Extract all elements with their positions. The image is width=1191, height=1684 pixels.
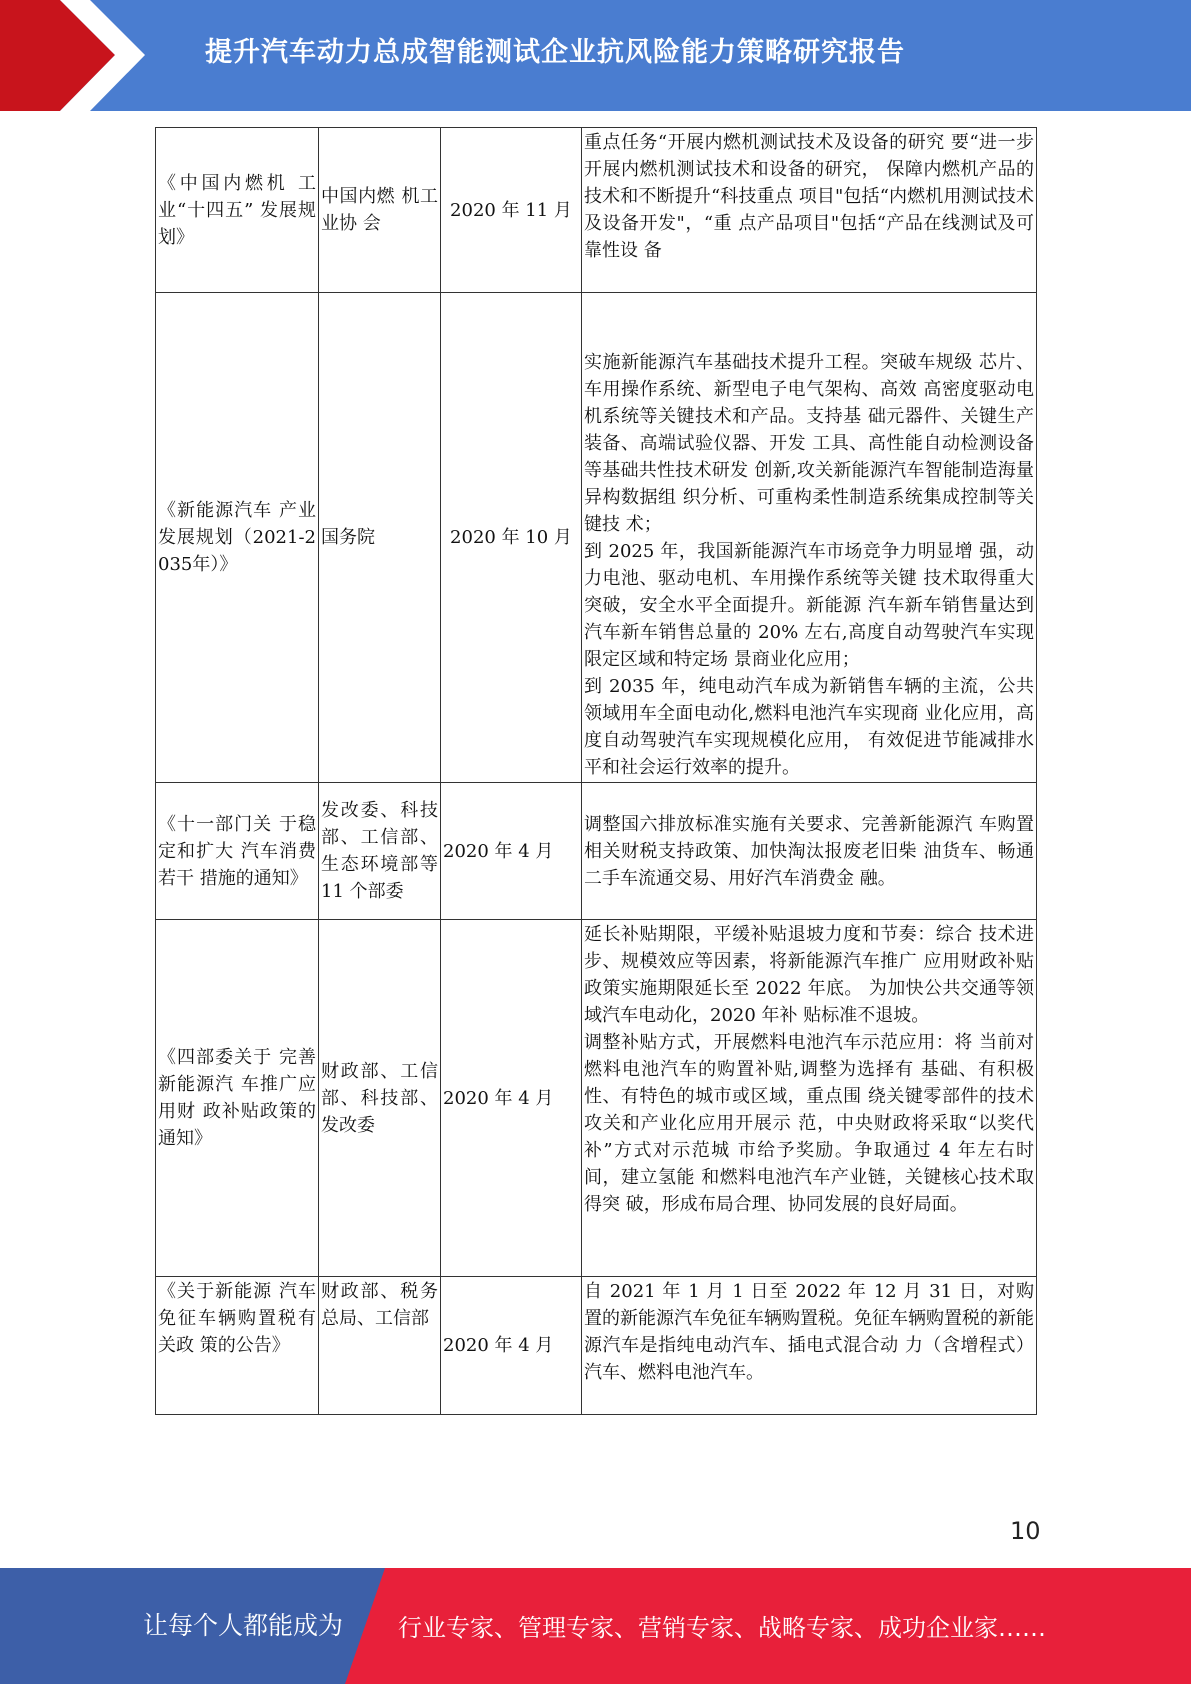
policy-name-cell: 《四部委关于 完善新能源汽 车推广应用财 政补贴政策的 通知》 (156, 920, 319, 1277)
content-paragraph: 到 2035 年，纯电动汽车成为新销售车辆的主流，公共领域用车全面电动化,燃料电池汽车实现商 业化应用，高度自动驾驶汽车实现规模化应用， 有效促进节能减排水平和社会运行效率的提升。 (584, 676, 1034, 778)
page-number: 10 (1010, 1517, 1041, 1545)
policy-name-cell: 《中国内燃机 工业“十四五” 发展规划》 (156, 128, 319, 293)
page-header (0, 0, 1191, 111)
policy-content-cell (582, 920, 1037, 1277)
issuing-dept-cell: 中国内燃 机工业协 会 (319, 128, 441, 293)
issue-date-cell: 2020 年 4 月 (441, 920, 582, 1277)
issue-date-cell: 2020 年 10 月 (441, 293, 582, 783)
policy-content-cell (582, 783, 1037, 920)
content-paragraph: 重点任务“开展内燃机测试技术及设备的研究 要“进一步开展内燃机测试技术和设备的研究， 保障内燃机产品的技术和不断提升“科技重点 项目"包括“内燃机用测试技术及设备开发"，“重 点产品项目"包括“产品在线测试及可靠性设 备 (584, 132, 1034, 261)
policy-name-cell: 《十一部门关 于稳定和扩大 汽车消费若干 措施的通知》 (156, 783, 319, 920)
content-paragraph: 实施新能源汽车基础技术提升工程。突破车规级 芯片、车用操作系统、新型电子电气架构、高效 高密度驱动电机系统等关键技术和产品。支持基 础元器件、关键生产装备、高端试验仪器、开发 工具、高性能自动检测设备等基础共性技术研发 创新,攻关新能源汽车智能制造海量异构数据组 织分析、可重构柔性制造系统集成控制等关键技 术； (584, 352, 1034, 535)
content-paragraph: 调整国六排放标准实施有关要求、完善新能源汽 车购置相关财税支持政策、加快淘汰报废老旧柴 油货车、畅通二手车流通交易、用好汽车消费金 融。 (584, 813, 1034, 889)
policy-content-cell (582, 293, 1037, 783)
footer-slogan-left: 让每个人都能成为 (143, 1611, 344, 1640)
policy-table (155, 127, 1037, 1415)
issuing-dept-cell: 国务院 (319, 293, 441, 783)
header-arrow-icon (0, 0, 150, 111)
policy-content-cell (582, 128, 1037, 293)
issue-date-cell: 2020 年 4 月 (441, 783, 582, 920)
page-footer (0, 1568, 1191, 1684)
report-title: 提升汽车动力总成智能测试企业抗风险能力策略研究报告 (205, 37, 905, 68)
footer-slogan-right: 行业专家、管理专家、营销专家、战略专家、成功企业家…… (398, 1614, 1046, 1642)
policy-name-cell: 《新能源汽车 产业发展规划（2021-2035年）》 (156, 293, 319, 783)
policy-name-cell: 《关于新能源 汽车免征车辆购置税有关政 策的公告》 (156, 1277, 319, 1415)
content-paragraph: 延长补贴期限，平缓补贴退坡力度和节奏：综合 技术进步、规模效应等因素，将新能源汽车推广 应用财政补贴政策实施期限延长至 2022 年底。 为加快公共交通等领域汽车电动化，2020 年补 贴标准不退坡。 (584, 924, 1034, 1026)
content-paragraph: 到 2025 年，我国新能源汽车市场竞争力明显增 强，动力电池、驱动电机、车用操作系统等关键 技术取得重大突破，安全水平全面提升。新能源 汽车新车销售量达到汽车新车销售总量的 20% 左右,高度自动驾驶汽车实现限定区域和特定场 景商业化应用； (584, 541, 1034, 670)
table-row (156, 293, 1037, 783)
issue-date-cell: 2020 年 11 月 (441, 128, 582, 293)
issuing-dept-cell: 财政部、税务总局、工信部 (319, 1277, 441, 1415)
content-paragraph: 调整补贴方式，开展燃料电池汽车示范应用：将 当前对燃料电池汽车的购置补贴,调整为选择有 基础、有积极性、有特色的城市或区域，重点围 绕关键零部件的技术攻关和产业化应用开展示 范，中央财政将采取“以奖代补”方式对示范城 市给予奖励。争取通过 4 年左右时间，建立氢能 和燃料电池汽车产业链，关键核心技术取得突 破，形成布局合理、协同发展的良好局面。 (584, 1032, 1034, 1215)
issuing-dept-cell: 财政部、工信部、科技部、发改委 (319, 920, 441, 1277)
table-row (156, 783, 1037, 920)
issuing-dept-cell: 发改委、科技部、工信部、生态环境部等 11 个部委 (319, 783, 441, 920)
content-paragraph: 自 2021 年 1 月 1 日至 2022 年 12 月 31 日，对购 置的新能源汽车免征车辆购置税。免征车辆购置税的新能源汽车是指纯电动汽车、插电式混合动 力（含增程式）汽车、燃料电池汽车。 (584, 1281, 1034, 1383)
table-row (156, 920, 1037, 1277)
policy-content-cell (582, 1277, 1037, 1415)
table-row (156, 128, 1037, 293)
table-row (156, 1277, 1037, 1415)
issue-date-cell: 2020 年 4 月 (441, 1277, 582, 1415)
